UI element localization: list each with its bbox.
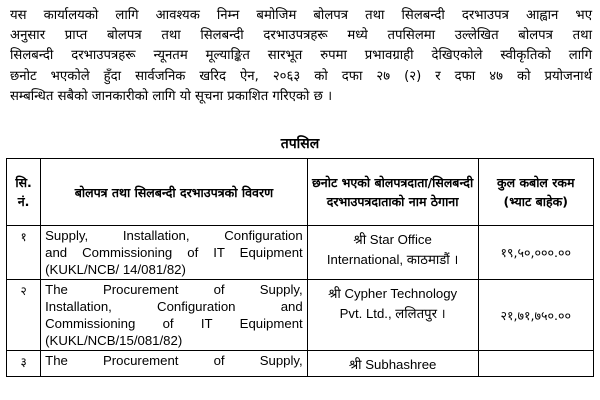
row-serial-number: १ [7,226,41,280]
table-row [7,351,594,377]
intro-line: सिलबन्दी दरभाउपत्रहरू न्यूनतम मूल्याङ्कित सारभूत रुपमा प्रभावग्राही देखिएकोले स्वीकृतिको लागि [10,48,592,64]
table-row [7,226,594,280]
header-total-amount: कुल कबोल रकम (भ्याट बाहेक) [478,159,594,226]
intro-line: अनुसार प्राप्त बोलपत्र तथा सिलबन्दी दरभाउपत्रहरू मध्ये तपसिलमा उल्लेखित बोलपत्र तथा [10,28,592,44]
row-serial-number: २ [7,280,41,351]
row-bidder [307,226,478,280]
description-line: The Procurement of Supply, [45,282,303,297]
row-serial-number: ३ [7,351,41,377]
header-serial-number: सि. नं. [7,159,41,226]
description-line: (KUKL/NCB/ 14/081/82) [45,262,186,277]
description-line: Commissioning of IT Equipment [45,316,303,331]
row-description [41,351,308,377]
description-line: Installation, Configuration and [45,299,303,314]
table-row [7,280,594,351]
notice-intro-paragraph [10,6,592,107]
header-description: बोलपत्र तथा सिलबन्दी दरभाउपत्रको विवरण [41,159,308,226]
description-line: Supply, Installation, Configuration [45,228,303,243]
intro-line: यस कार्यालयको लागि आवश्यक निम्न बमोजिम बोलपत्र तथा सिलबन्दी दरभाउपत्र आह्वान भए [10,8,592,23]
intro-line: छनोट भएकोले हुँदा सार्वजनिक खरिद ऐन, २०६३ को दफा २७ (२) र दफा ४७ को प्रयोजनार्थ [10,68,592,84]
description-line: (KUKL/NCB/15/081/82) [45,333,183,348]
intro-line: सम्बन्धित सबैको जानकारीको लागि यो सूचना प्रकाशित गरिएको छ । [10,88,333,104]
bidder-line: श्री Subhashree [348,357,437,372]
row-bidder [307,280,478,351]
header-selected-bidder: छनोट भएको बोलपत्रदाता/सिलबन्दी दरभाउपत्रदाताको नाम ठेगाना [307,159,478,226]
table-caption: तपसिल [280,136,320,152]
table-header-row [7,159,594,226]
bidder-line: श्री Cypher Technology [328,286,458,301]
description-line: The Procurement of Supply, [45,353,303,368]
row-amount [478,351,594,377]
row-description [41,280,308,351]
row-description [41,226,308,280]
row-bidder [307,351,478,377]
award-table [6,158,594,377]
description-line: and Commissioning of IT Equipment [45,245,303,260]
bidder-line: Pvt. Ltd., ललितपुर । [339,306,446,321]
bidder-line: श्री Star Office [353,232,432,247]
row-amount: १९,५०,०००.०० [478,226,594,280]
row-amount: २१,७१,७५०.०० [478,280,594,351]
bidder-line: International, काठमाडौं । [326,252,459,267]
